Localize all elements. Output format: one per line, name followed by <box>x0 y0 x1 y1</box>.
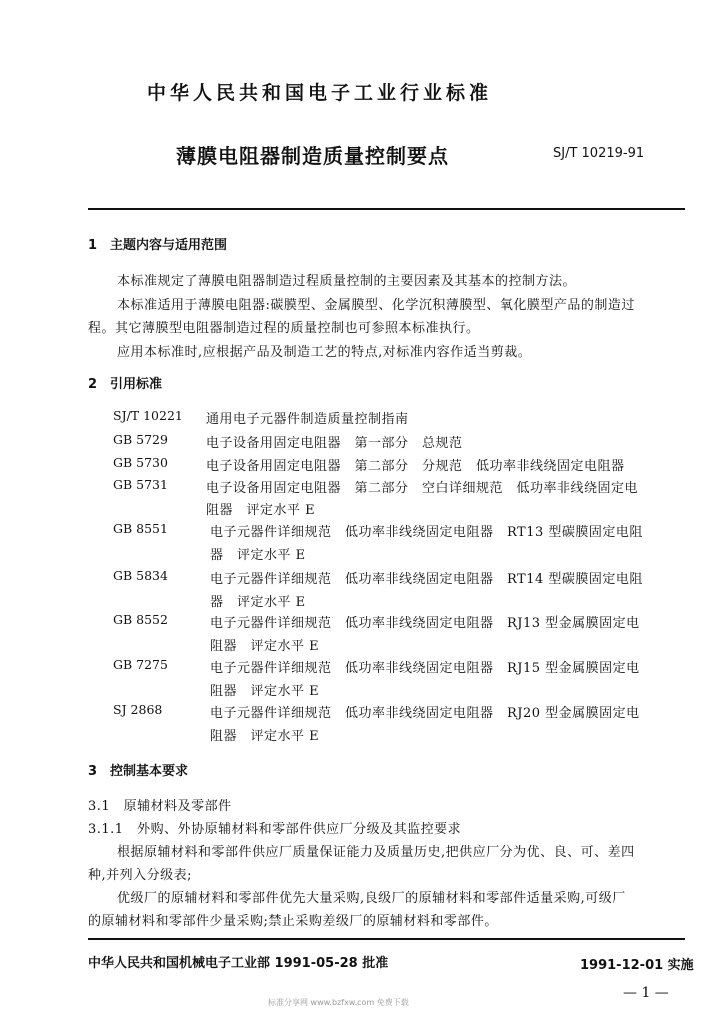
subsection-3-1-heading: 3.1 原辅材料及零部件 <box>88 799 232 814</box>
approval-statement: 中华人民共和国机械电子工业部 1991-05-28 批准 <box>88 956 389 971</box>
ref-title: 电子设备用固定电阻器 第一部分 总规范 <box>206 436 463 451</box>
issuing-body-title: 中华人民共和国电子工业行业标准 <box>147 82 493 104</box>
header-rule <box>88 208 685 210</box>
ref-code: GB 5834 <box>113 568 168 583</box>
ref-title-continued: 器 评定水平 E <box>210 548 306 563</box>
section-2-heading: 2 引用标准 <box>88 377 163 392</box>
section-3-paragraph-2-line-1: 优级厂的原辅材料和零部件优先大量采购,良级厂的原辅材料和零部件适量采购,可级厂 <box>117 891 626 906</box>
document-title: 薄膜电阻器制造质量控制要点 <box>176 144 449 168</box>
section-3-paragraph-2-line-2: 的原辅材料和零部件少量采购;禁止采购差级厂的原辅材料和零部件。 <box>88 914 498 929</box>
ref-code: GB 8551 <box>113 521 168 536</box>
ref-title-continued: 阻器 评定水平 E <box>210 639 320 654</box>
section-3-heading: 3 控制基本要求 <box>88 764 189 779</box>
ref-title: 电子元器件详细规范 低功率非线绕固定电阻器 RJ20 型金属膜固定电 <box>210 706 640 721</box>
ref-code: GB 8552 <box>113 612 168 627</box>
ref-code: GB 7275 <box>113 657 168 672</box>
footer-rule <box>88 938 685 940</box>
ref-code: GB 5729 <box>113 432 168 447</box>
ref-title: 电子元器件详细规范 低功率非线绕固定电阻器 RT13 型碳膜固定电阻 <box>210 525 643 540</box>
ref-title-continued: 阻器 评定水平 E <box>210 684 320 699</box>
document-code: SJ/T 10219-91 <box>553 146 645 161</box>
section-1-paragraph-1: 本标准规定了薄膜电阻器制造过程质量控制的主要因素及其基本的控制方法。 <box>117 274 577 289</box>
watermark: 标准分享网 www.bzfxw.com 免费下载 <box>268 998 409 1007</box>
ref-code: GB 5731 <box>113 477 168 492</box>
ref-title: 电子设备用固定电阻器 第二部分 空白详细规范 低功率非线绕固定电 <box>206 481 639 496</box>
section-1-paragraph-2-line-1: 本标准适用于薄膜电阻器:碳膜型、金属膜型、化学沉积薄膜型、氧化膜型产品的制造过 <box>117 298 635 313</box>
section-3-paragraph-1-line-1: 根据原辅材料和零部件供应厂质量保证能力及质量历史,把供应厂分为优、良、可、差四 <box>117 845 635 860</box>
ref-code: GB 5730 <box>113 455 168 470</box>
subsection-3-1-1-heading: 3.1.1 外购、外协原辅材料和零部件供应厂分级及其监控要求 <box>88 822 462 837</box>
section-1-paragraph-2-line-2: 程。其它薄膜型电阻器制造过程的质量控制也可参照本标准执行。 <box>88 321 480 336</box>
ref-code: SJ 2868 <box>113 702 163 717</box>
ref-title-continued: 器 评定水平 E <box>210 595 306 610</box>
section-3-paragraph-1-line-2: 种,并列入分级表; <box>88 868 193 883</box>
ref-title: 电子元器件详细规范 低功率非线绕固定电阻器 RJ13 型金属膜固定电 <box>210 616 640 631</box>
ref-title: 通用电子元器件制造质量控制指南 <box>206 412 409 427</box>
ref-title: 电子设备用固定电阻器 第二部分 分规范 低功率非线绕固定电阻器 <box>206 459 625 474</box>
ref-title: 电子元器件详细规范 低功率非线绕固定电阻器 RT14 型碳膜固定电阻 <box>210 572 643 587</box>
section-1-heading: 1 主题内容与适用范围 <box>88 238 228 253</box>
ref-code: SJ/T 10221 <box>113 408 183 423</box>
section-1-paragraph-3: 应用本标准时,应根据产品及制造工艺的特点,对标准内容作适当剪裁。 <box>117 345 532 360</box>
ref-title-continued: 阻器 评定水平 E <box>206 503 316 518</box>
page-number: — 1 — <box>623 985 669 1001</box>
implementation-date: 1991-12-01 实施 <box>580 958 694 973</box>
ref-title: 电子元器件详细规范 低功率非线绕固定电阻器 RJ15 型金属膜固定电 <box>210 661 640 676</box>
ref-title-continued: 阻器 评定水平 E <box>210 729 320 744</box>
